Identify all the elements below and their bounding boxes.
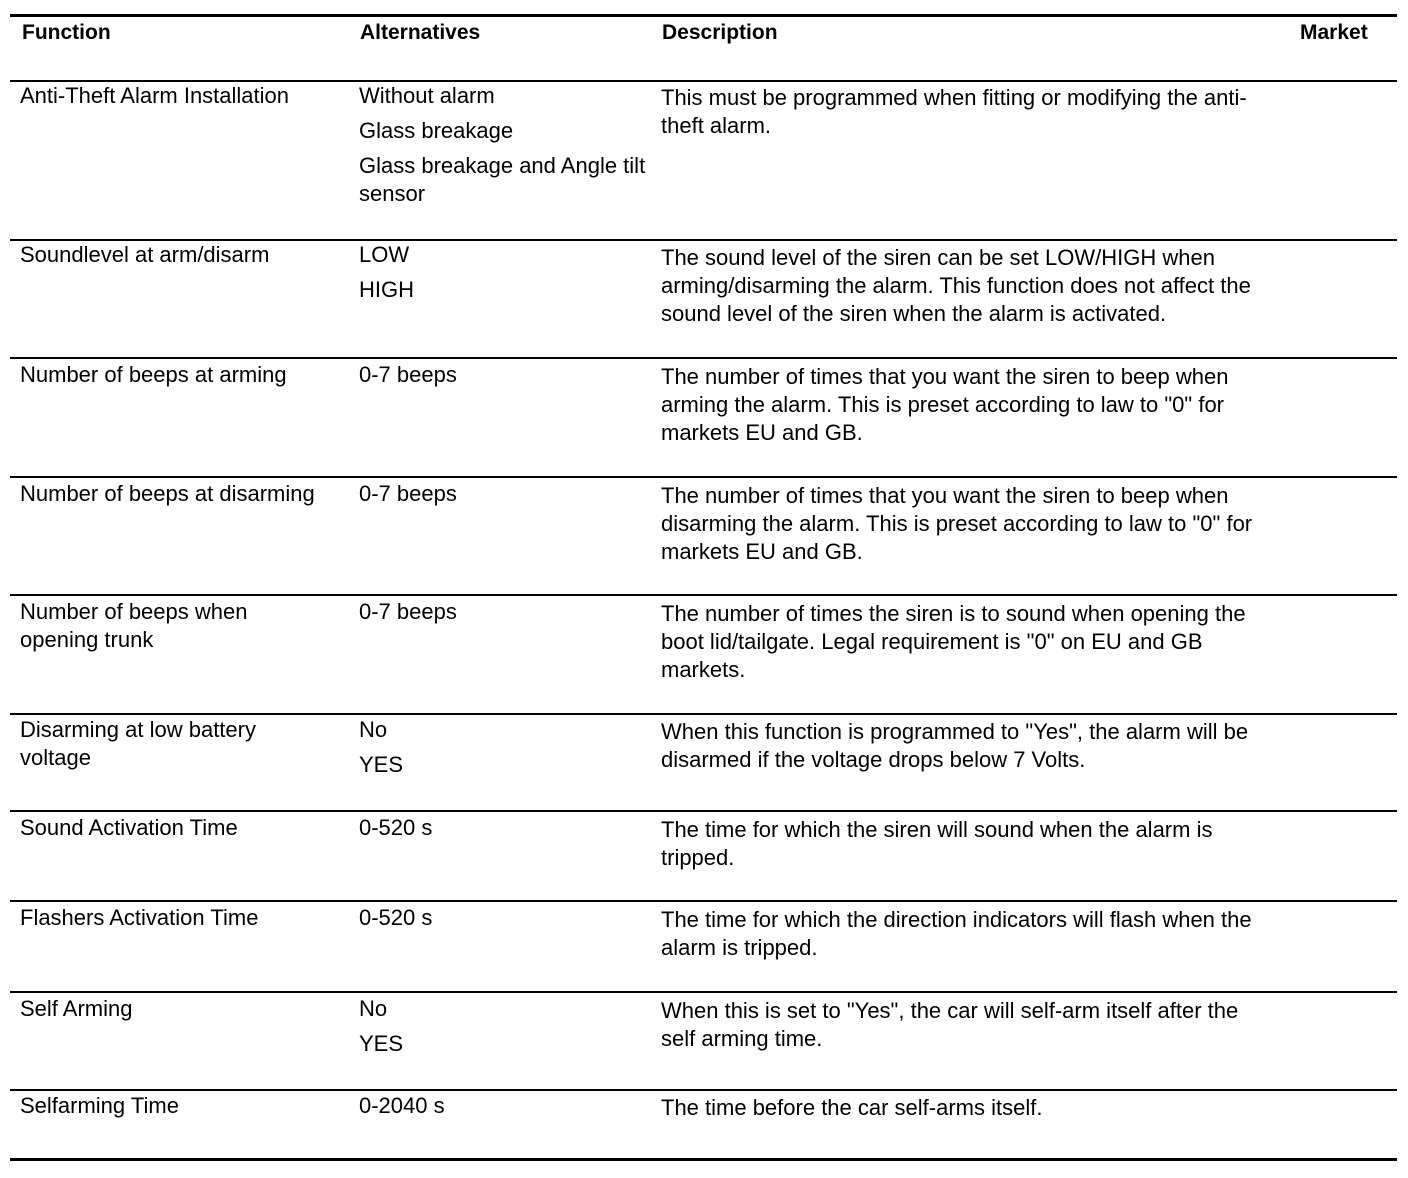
alternative-option: No	[359, 996, 388, 1021]
row-divider	[10, 476, 1397, 478]
row-alternatives	[359, 361, 654, 389]
alternative-option: 0-7 beeps	[359, 599, 457, 624]
row-divider	[10, 1089, 1397, 1091]
alternative-option: LOW	[359, 242, 410, 267]
row-description: This must be programmed when fitting or modifying the anti-theft alarm.	[661, 85, 1247, 138]
row-function: Number of beeps at arming	[20, 362, 287, 387]
row-divider	[10, 991, 1397, 993]
row-description: The time for which the direction indicators will flash when the alarm is tripped.	[661, 907, 1252, 960]
row-function: Number of beeps at disarming	[20, 481, 315, 506]
row-alternatives	[359, 241, 654, 304]
row-description: The number of times the siren is to sound when opening the boot lid/tailgate. Legal requirement is "0" on EU and GB markets.	[661, 601, 1246, 682]
row-description: The number of times that you want the siren to beep when disarming the alarm. This is preset according to law to "0" for markets EU and GB.	[661, 483, 1253, 564]
row-function: Selfarming Time	[20, 1093, 179, 1118]
alternative-option: Without alarm	[359, 83, 495, 108]
alternative-option: Glass breakage and Angle tilt sensor	[359, 153, 646, 206]
row-description: The time for which the siren will sound when the alarm is tripped.	[661, 817, 1213, 870]
alternative-option: 0-520 s	[359, 905, 433, 930]
row-alternatives	[359, 82, 654, 208]
header-function: Function	[22, 21, 111, 44]
row-function: Sound Activation Time	[20, 815, 238, 840]
header-alternatives: Alternatives	[360, 21, 481, 44]
header-description: Description	[662, 21, 778, 44]
row-description: When this is set to "Yes", the car will self-arm itself after the self arming time.	[661, 998, 1239, 1051]
row-alternatives	[359, 904, 654, 932]
table-bottom-rule	[10, 1158, 1397, 1161]
row-description: The sound level of the siren can be set LOW/HIGH when arming/disarming the alarm. This function does not affect the sound level of the siren when the alarm is activated.	[661, 245, 1251, 326]
alternative-option: 0-7 beeps	[359, 362, 457, 387]
alternative-option: 0-7 beeps	[359, 481, 457, 506]
row-alternatives	[359, 480, 654, 508]
row-description: The time before the car self-arms itself.	[661, 1095, 1043, 1120]
row-description: The number of times that you want the siren to beep when arming the alarm. This is preset according to law to "0" for markets EU and GB.	[661, 364, 1229, 445]
row-function: Anti-Theft Alarm Installation	[20, 83, 290, 108]
row-divider	[10, 713, 1397, 715]
alternative-option: YES	[359, 1031, 404, 1056]
row-function: Flashers Activation Time	[20, 905, 259, 930]
row-divider	[10, 594, 1397, 596]
alternative-option: Glass breakage	[359, 118, 514, 143]
alternative-option: 0-2040 s	[359, 1093, 445, 1118]
row-function: Number of beeps when opening trunk	[20, 599, 248, 652]
alternative-option: YES	[359, 752, 404, 777]
row-alternatives	[359, 598, 654, 626]
row-function: Soundlevel at arm/disarm	[20, 242, 270, 267]
row-description: When this function is programmed to "Yes", the alarm will be disarmed if the voltage drops below 7 Volts.	[661, 719, 1249, 772]
row-alternatives	[359, 995, 654, 1058]
row-alternatives	[359, 814, 654, 842]
alternative-option: HIGH	[359, 277, 414, 302]
row-function: Self Arming	[20, 996, 133, 1021]
row-divider	[10, 900, 1397, 902]
alternative-option: 0-520 s	[359, 815, 433, 840]
row-function: Disarming at low battery voltage	[20, 717, 256, 770]
row-divider	[10, 357, 1397, 359]
table-top-rule	[10, 14, 1397, 17]
row-divider	[10, 810, 1397, 812]
alternative-option: No	[359, 717, 388, 742]
row-alternatives	[359, 716, 654, 779]
header-market: Market	[1300, 21, 1368, 44]
row-alternatives	[359, 1092, 654, 1120]
